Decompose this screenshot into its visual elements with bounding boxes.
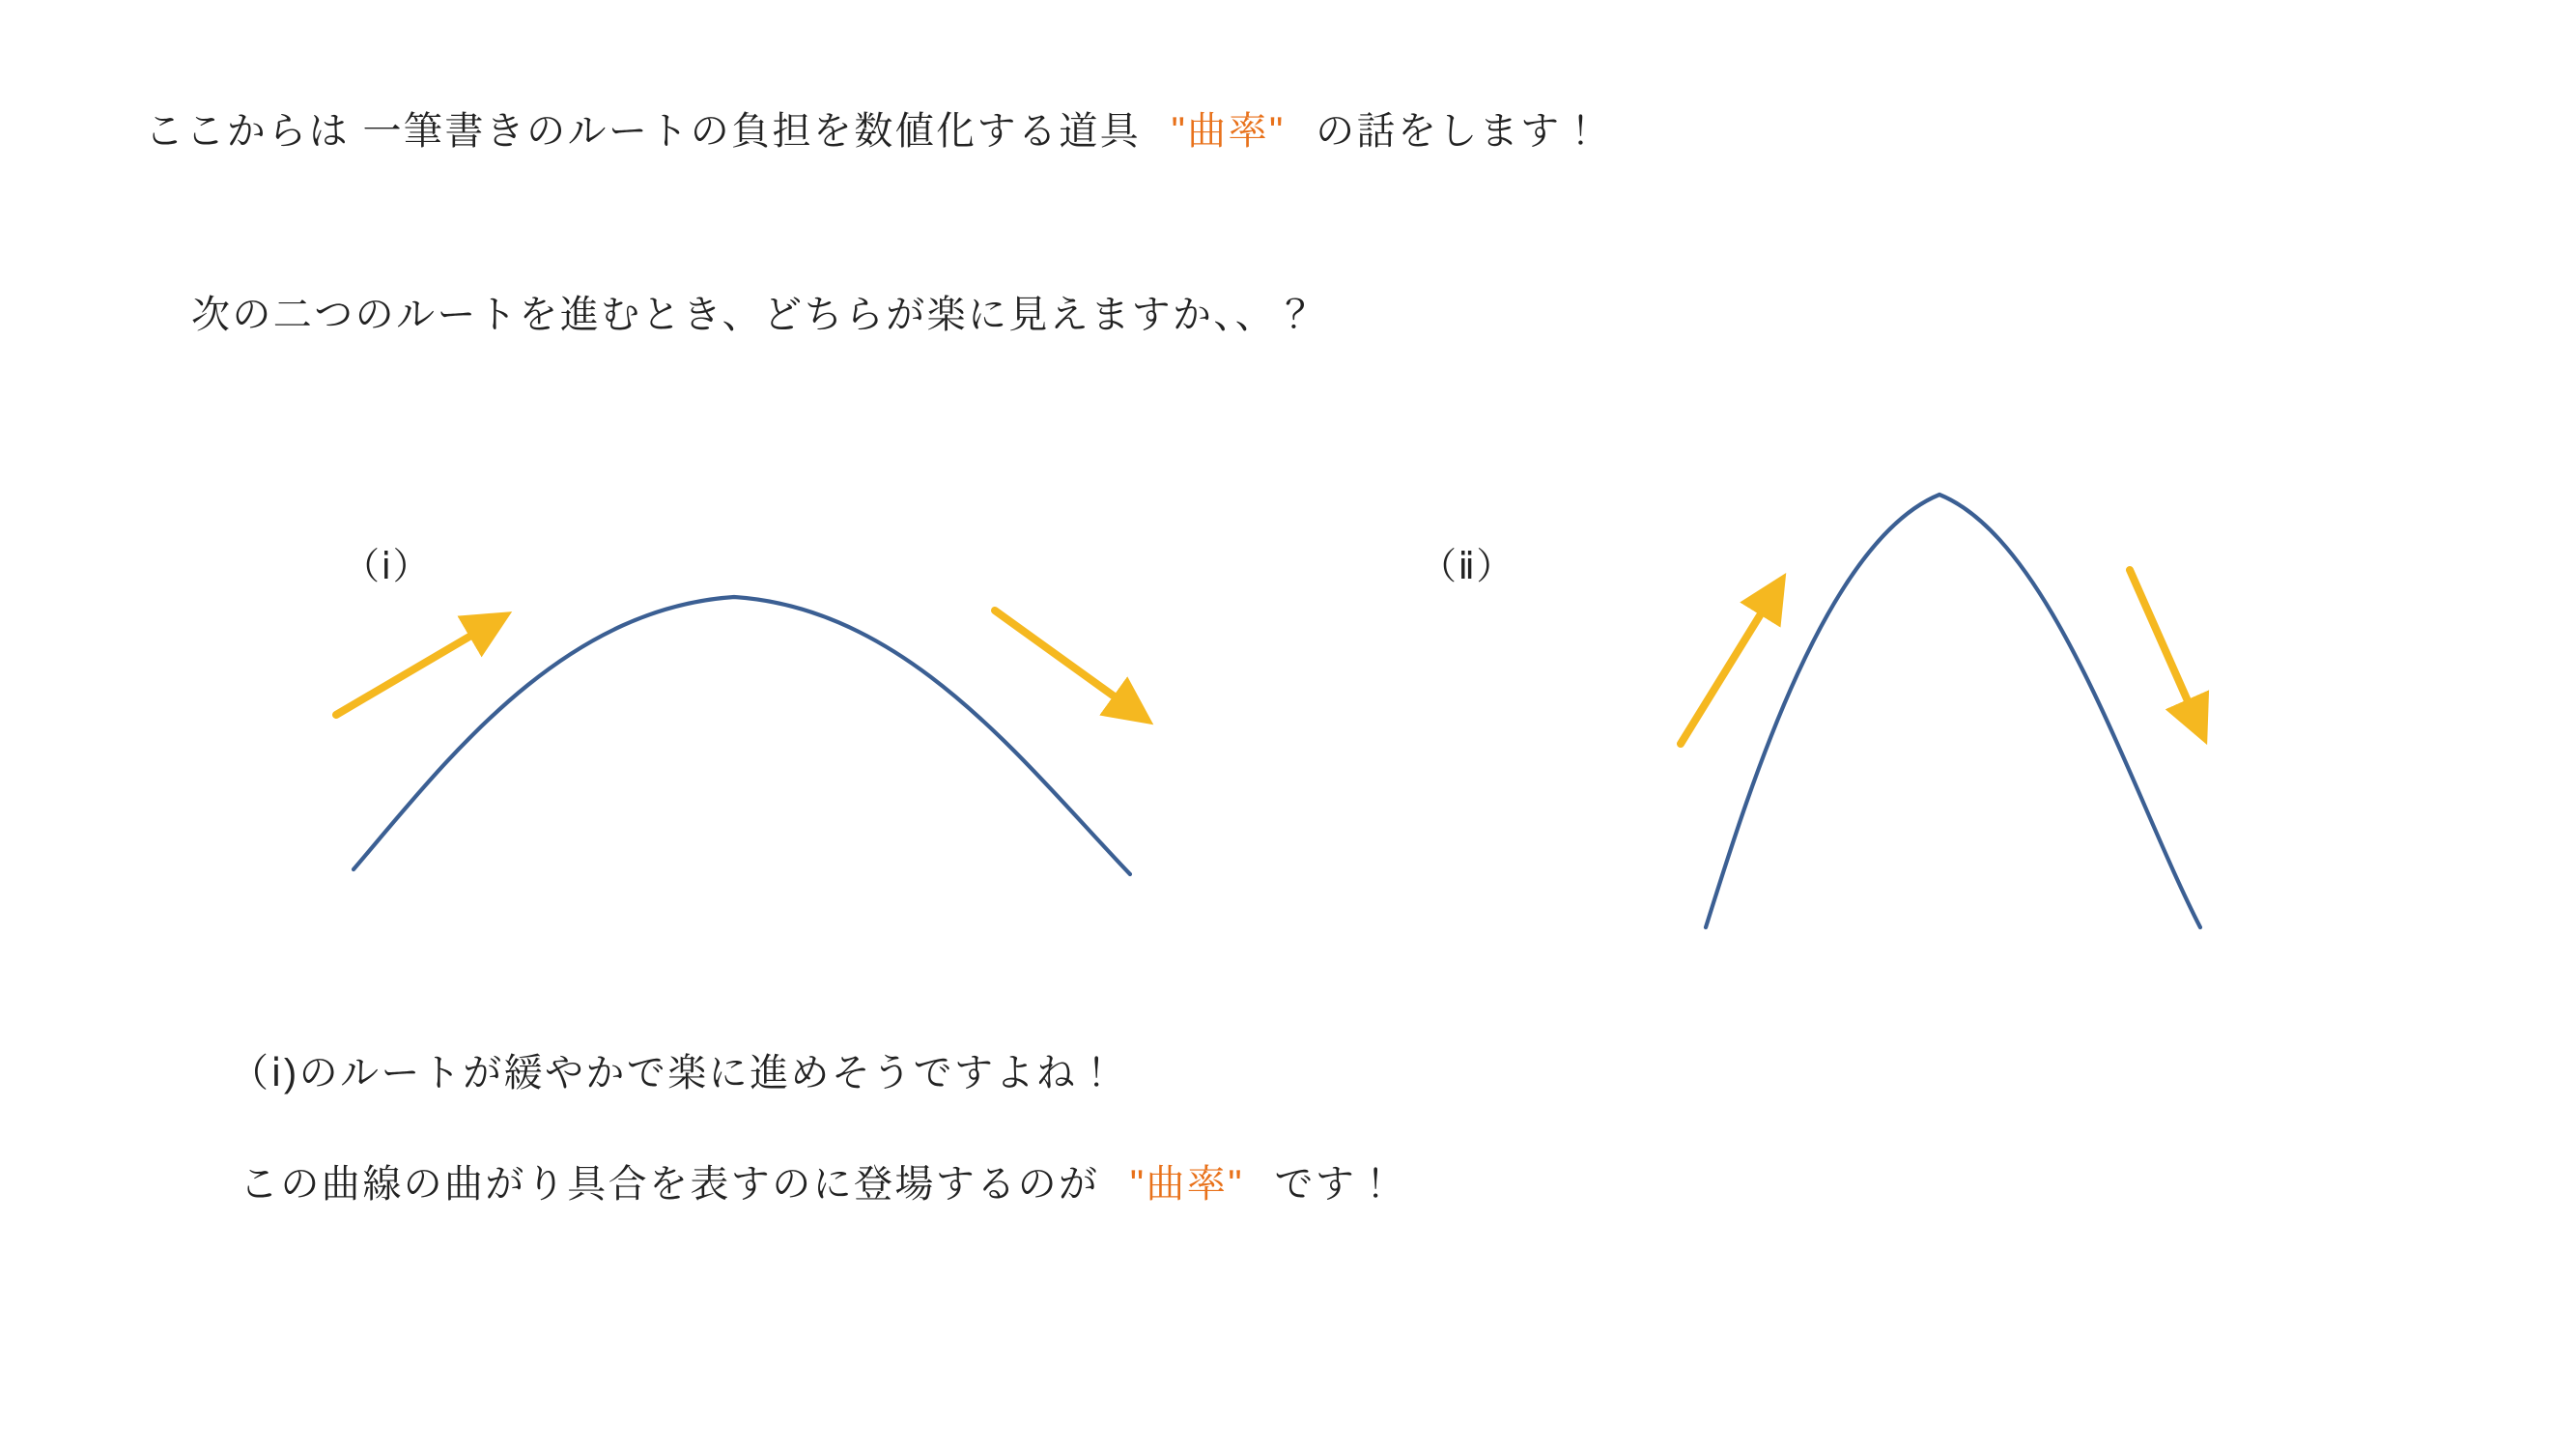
steep-arch-path bbox=[1706, 495, 2200, 927]
headline-text bbox=[145, 106, 1602, 156]
diagram-label-ii: （ⅱ） bbox=[1420, 547, 1514, 587]
arrow-down-right-gentle bbox=[995, 611, 1140, 715]
caption-line2-keyword: "曲率" bbox=[1129, 1163, 1244, 1206]
caption-line-2 bbox=[240, 1159, 1398, 1209]
arrow-down-right-steep bbox=[2130, 570, 2200, 729]
diagram-label-i: （ⅰ） bbox=[343, 547, 432, 587]
question-text: 次の二つのルートを進むとき、どちらが楽に見えますか、、？ bbox=[191, 294, 1317, 336]
caption-line2-part2: です！ bbox=[1274, 1163, 1398, 1206]
caption-line2-part1: この曲線の曲がり具合を表すのに登場するのが bbox=[240, 1163, 1100, 1206]
arrow-up-left-steep bbox=[1681, 587, 1777, 744]
headline-keyword: "曲率" bbox=[1171, 110, 1286, 153]
headline-part2: の話をします！ bbox=[1316, 110, 1602, 153]
caption-line-1: （ⅰ)のルートが緩やかで楽に進めそうですよね！ bbox=[230, 1052, 1118, 1094]
curve-diagram-steep bbox=[1671, 464, 2270, 947]
curve-diagram-gentle bbox=[319, 541, 1217, 927]
headline-part1: ここからは 一筆書きのルートの負担を数値化する道具 bbox=[145, 110, 1142, 153]
arrow-up-left-gentle bbox=[336, 620, 497, 715]
